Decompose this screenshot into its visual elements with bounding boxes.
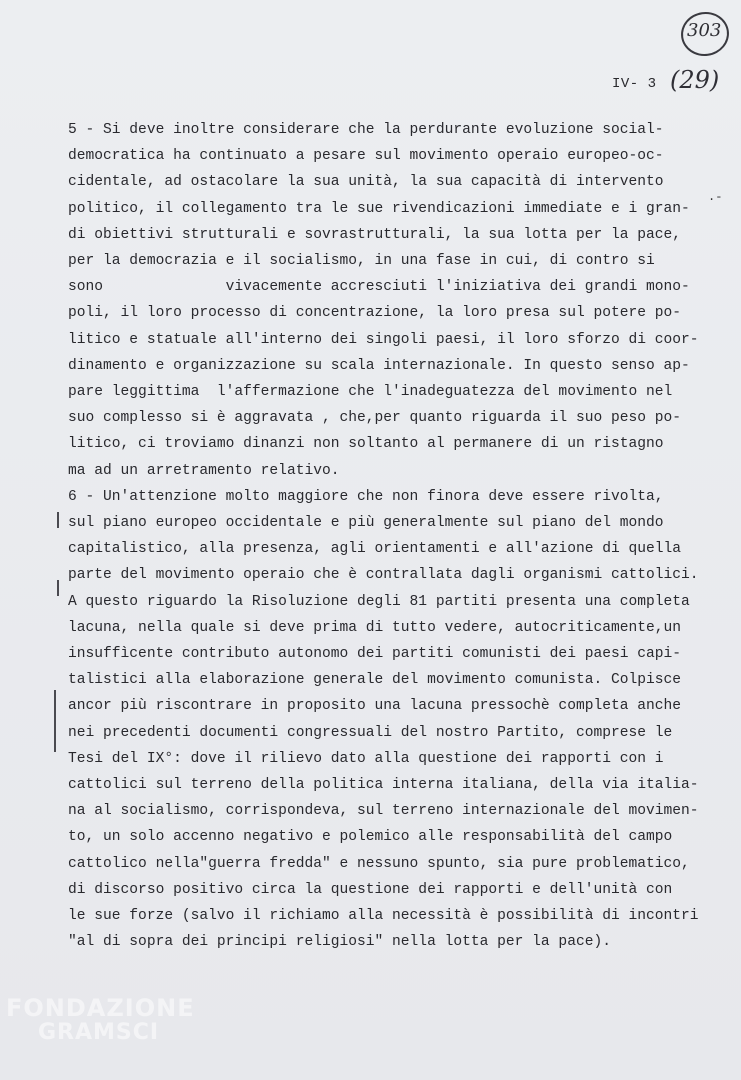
margin-pencil-mark (57, 580, 59, 596)
text-line: cattolici sul terreno della politica interna italiana, della via italia- (68, 777, 699, 793)
text-line: insuffìcente contributo autonomo dei partiti comunisti dei paesi capi- (68, 646, 682, 662)
text-line: democratica ha continuato a pesare sul movimento operaio europeo-oc- (68, 148, 664, 165)
text-line: litico, ci troviamo dinanzi non soltanto al permanere di un ristagno (68, 436, 664, 453)
watermark-line-1: FONDAZIONE (6, 994, 195, 1022)
ink-mark: .- (708, 190, 723, 204)
text-line: sono vivacemente accresciuti l'iniziativa dei grandi mono- (68, 279, 690, 296)
text-line: cattolico nella"guerra fredda" e nessuno spunto, sia pure problematico, (68, 855, 690, 872)
text-line: litico e statuale all'interno dei singoli paesi, il loro sforzo di coor- (68, 331, 699, 348)
margin-pencil-mark (57, 512, 59, 528)
watermark-logo (6, 996, 195, 1044)
text-line: politico, il collegamento tra le sue rivendicazioni immediate e i gran- (68, 200, 690, 217)
text-line: ma ad un arretramento relativo. (68, 462, 340, 479)
text-line: sul piano europeo occidentale e più generalmente sul piano del mondo (68, 515, 664, 531)
page-header: IV- 3 (612, 76, 657, 92)
text-line: di discorso positivo circa la questione dei rapporti e dell'unità con (68, 881, 673, 898)
archive-stamp-number: 303 (687, 20, 722, 41)
text-line: poli, il loro processo di concentrazione, la loro presa sul potere po- (68, 305, 682, 322)
text-line: A questo riguardo la Risoluzione degli 81 partiti presenta una completa (68, 593, 690, 610)
watermark-line-2: GRAMSCI (38, 1020, 160, 1045)
text-line: Tesi del IX°: dove il rilievo dato alla questione dei rapporti con i (68, 750, 664, 767)
text-line: pare leggittima l'affermazione che l'inadeguatezza del movimento nel (68, 384, 673, 400)
text-line: dinamento e organizzazione su scala internazionale. In questo senso ap- (68, 357, 690, 374)
text-line: capitalistico, alla presenza, agli orientamenti e all'azione di quella (68, 541, 682, 558)
text-line: lacuna, nella quale si deve prima di tutto vedere, autocriticamente,un (68, 619, 682, 636)
text-line: to, un solo accenno negativo e polemico alle responsabilità del campo (68, 829, 673, 846)
text-line: "al di sopra dei principi religiosi" nella lotta per la pace). (68, 934, 611, 951)
text-line: per la democrazia e il socialismo, in una fase in cui, di contro si (68, 253, 655, 269)
text-line: di obiettivi strutturali e sovrastrutturali, la sua lotta per la pace, (68, 226, 682, 243)
text-line: 6 - Un'attenzione molto maggiore che non finora deve essere rivolta, (68, 488, 664, 505)
margin-pencil-mark (54, 690, 56, 752)
text-line: nei precedenti documenti congressuali del nostro Partito, comprese le (68, 724, 673, 741)
page-header-annotation: (29) (670, 66, 720, 94)
text-line: talistici alla elaborazione generale del movimento comunista. Colpisce (68, 672, 682, 689)
text-line: 5 - Si deve inoltre considerare che la perdurante evoluzione social- (68, 122, 664, 138)
text-line: parte del movimento operaio che è contrallata dagli organismi cattolici. (68, 567, 699, 584)
text-line: suo complesso si è aggravata , che,per quanto riguarda il suo peso po- (68, 410, 682, 427)
text-line: cidentale, ad ostacolare la sua unità, la sua capacità di intervento (68, 174, 664, 191)
text-line: le sue forze (salvo il richiamo alla necessità è possibilità di incontri (68, 908, 699, 924)
text-line: ancor più riscontrare in proposito una lacuna pressochè completa anche (68, 698, 682, 715)
text-line: na al socialismo, corrispondeva, sul terreno internazionale del movimen- (68, 803, 699, 820)
